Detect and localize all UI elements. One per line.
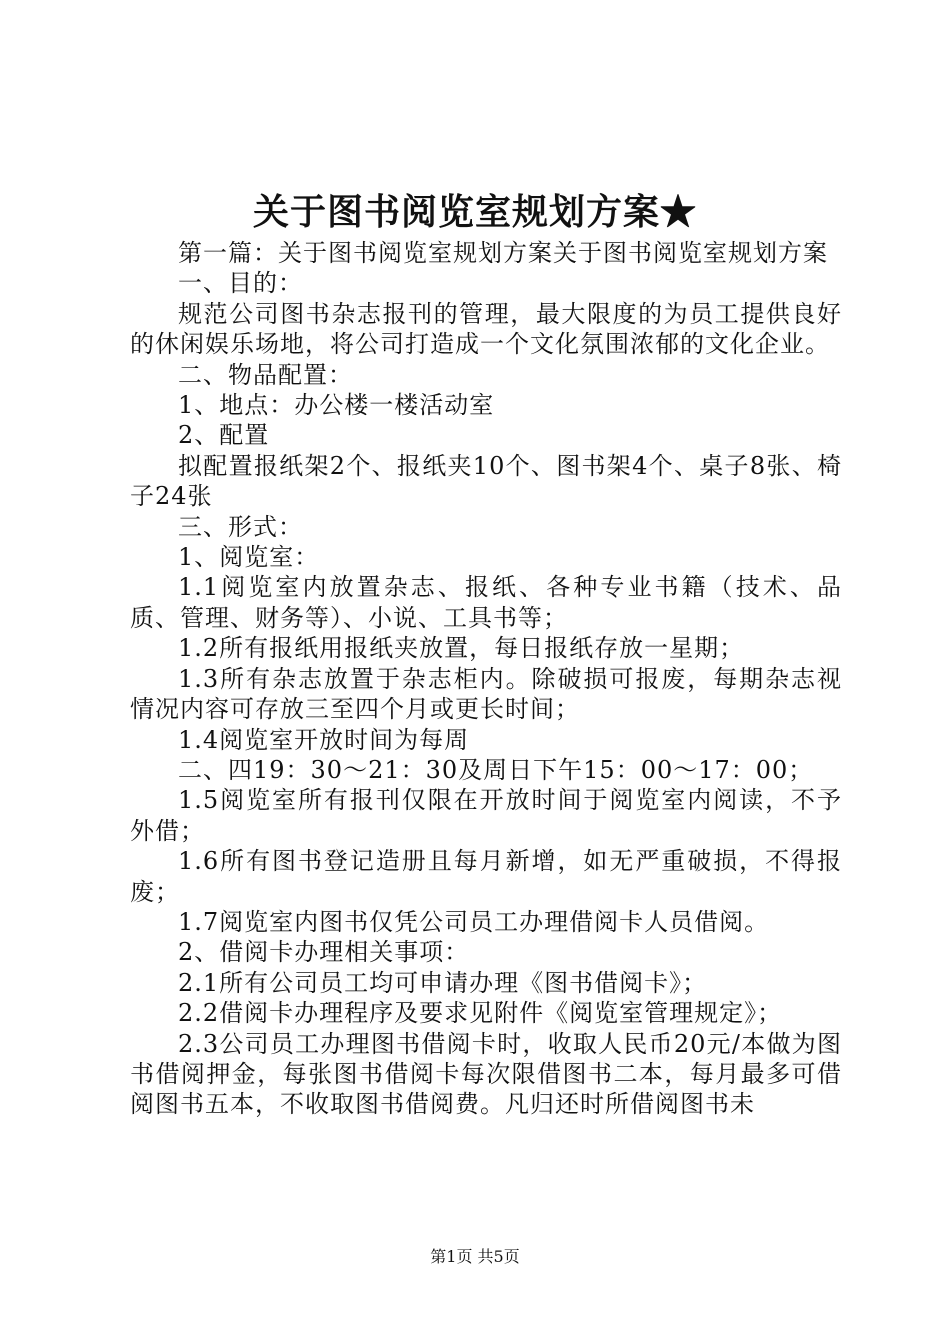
paragraph: 2.3公司员工办理图书借阅卡时，收取人民币20元/本做为图书借阅押金，每张图书借阅卡每次限借图书二本，每月最多可借阅图书五本，不收取图书借阅费。凡归还时所借阅图书未 (130, 1029, 842, 1119)
paragraph: 规范公司图书杂志报刊的管理，最大限度的为员工提供良好的休闲娱乐场地，将公司打造成一个文化氛围浓郁的文化企业。 (130, 299, 842, 359)
document-title: 关于图书阅览室规划方案★ (252, 191, 697, 233)
document-body (130, 238, 842, 1120)
paragraph: 1.2所有报纸用报纸夹放置，每日报纸存放一星期； (178, 634, 745, 663)
paragraph: 1.3所有杂志放置于杂志柜内。除破损可报废，每期杂志视情况内容可存放三至四个月或更长时间； (130, 664, 842, 724)
paragraph: 1.4阅览室开放时间为每周 (178, 725, 470, 754)
paragraph: 1.6所有图书登记造册且每月新增，如无严重破损，不得报废； (130, 847, 842, 906)
paragraph: 二、物品配置： (178, 360, 353, 389)
paragraph: 第一篇：关于图书阅览室规划方案关于图书阅览室规划方案 (178, 239, 828, 267)
paragraph: 1、阅览室： (178, 543, 320, 572)
paragraph: 1、地点：办公楼一楼活动室 (178, 391, 495, 420)
paragraph: 1.1阅览室内放置杂志、报纸、各种专业书籍（技术、品质、管理、财务等）、小说、工具书等； (130, 573, 842, 632)
paragraph: 2.2借阅卡办理程序及要求见附件《阅览室管理规定》； (178, 999, 783, 1028)
paragraph: 1.5阅览室所有报刊仅限在开放时间于阅览室内阅读，不予外借； (130, 786, 842, 845)
paragraph: 2.1所有公司员工均可申请办理《图书借阅卡》； (178, 968, 708, 997)
page-number-footer: 第1页 共5页 (430, 1247, 520, 1266)
paragraph: 1.7阅览室内图书仅凭公司员工办理借阅卡人员借阅。 (178, 907, 770, 936)
paragraph: 三、形式： (178, 512, 303, 541)
paragraph: 2、配置 (178, 421, 270, 450)
paragraph: 2、借阅卡办理相关事项： (178, 938, 470, 967)
paragraph: 二、四19：30～21：30及周日下午15：00～17：00； (178, 755, 814, 784)
paragraph: 拟配置报纸架2个、报纸夹10个、图书架4个、桌子8张、椅子24张 (130, 451, 842, 511)
paragraph: 一、目的： (178, 269, 303, 298)
